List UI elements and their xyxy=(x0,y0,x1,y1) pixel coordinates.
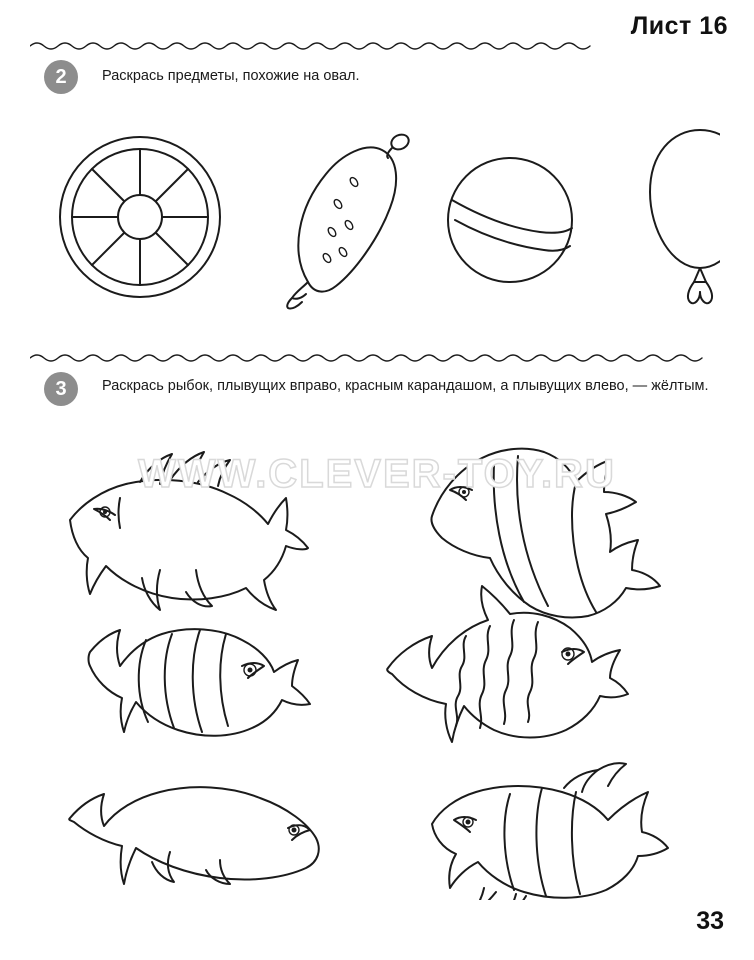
balloon-figure[interactable] xyxy=(650,130,720,303)
fish-right-middle[interactable] xyxy=(387,586,628,742)
fishes-area xyxy=(20,420,734,900)
fish-left-middle[interactable] xyxy=(89,629,311,736)
watermark: WWW.CLEVER-TOY.RU xyxy=(138,452,616,496)
fish-left-top[interactable] xyxy=(70,452,308,610)
page-number: 33 xyxy=(696,907,724,935)
task-2-number: 2 xyxy=(44,60,78,94)
fish-right-top[interactable] xyxy=(431,449,660,618)
fish-left-bottom[interactable] xyxy=(69,787,319,884)
wheel-figure[interactable] xyxy=(60,137,220,297)
ball-figure[interactable] xyxy=(448,158,572,282)
figures-row xyxy=(40,112,720,322)
fish-right-bottom[interactable] xyxy=(432,763,668,900)
task-2-text: Раскрась предметы, похожие на овал. xyxy=(102,68,360,84)
wave-divider-top xyxy=(30,40,592,52)
wave-divider-middle xyxy=(30,352,710,364)
task-3-number: 3 xyxy=(44,372,78,406)
cucumber-figure[interactable] xyxy=(287,132,411,309)
sheet-title: Лист 16 xyxy=(630,12,728,40)
task-3-text: Раскрась рыбок, плывущих вправо, красным карандашом, а плывущих влево, — жёлтым. xyxy=(102,378,709,394)
